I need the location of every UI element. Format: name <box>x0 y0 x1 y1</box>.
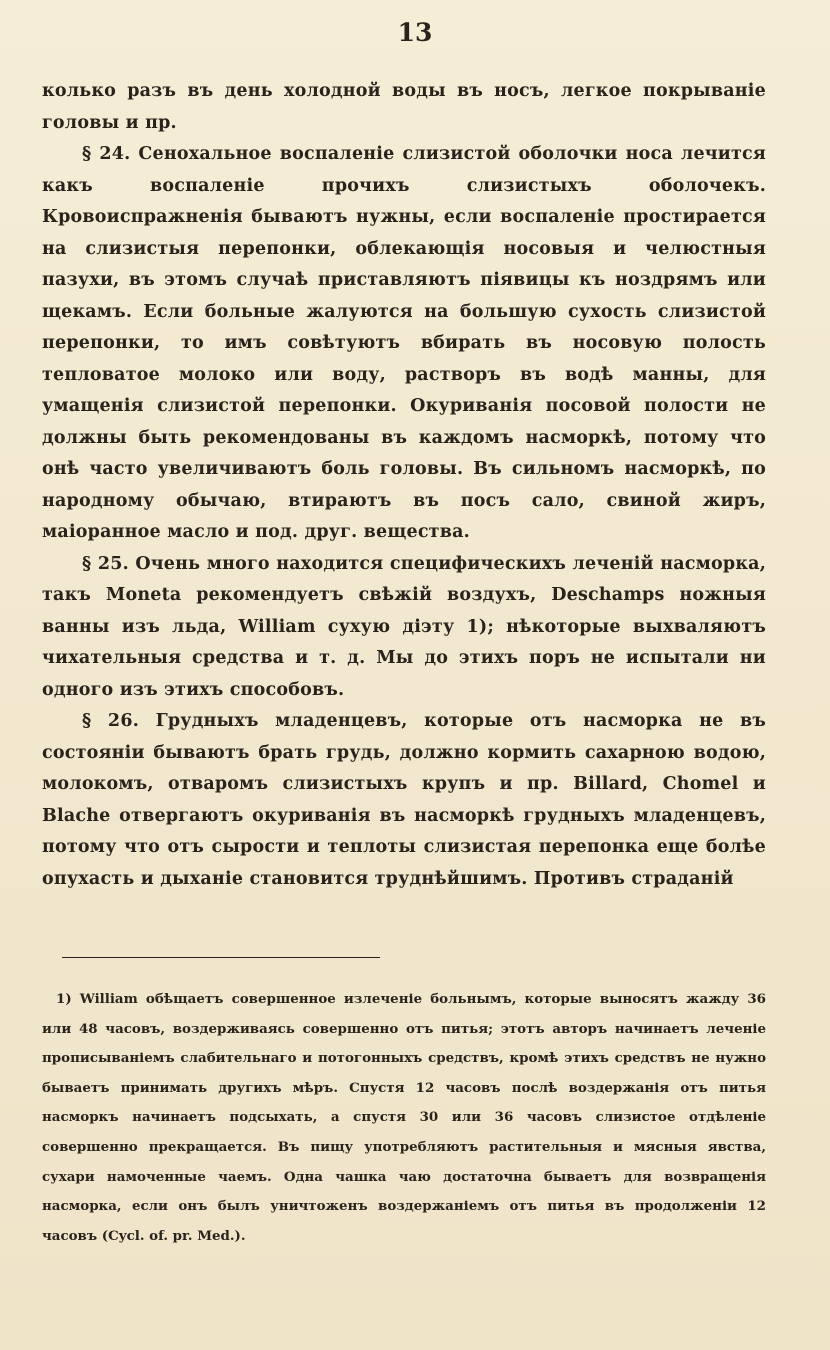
paragraph-section-26: § 26. Грудныхъ младенцевъ, которые отъ насморка не въ состояніи бываютъ брать грудь, должно кормить сахарною водою, молокомъ, отваромъ слизистыхъ крупъ и пр. Billard, Chomel и Blache отвергаютъ окуриванія въ насморкѣ грудныхъ младенцевъ, потому что отъ сырости и теплоты слизистая перепонка еще болѣе опухасть и дыханіе становится труднѣйшимъ. Противъ страданій <box>42 711 766 889</box>
footnote <box>42 985 766 1251</box>
paragraph-section-25: § 25. Очень много находится специфическихъ леченій насморка, такъ Moneta рекомендуетъ свѣжій воздухъ, Deschamps ножныя ванны изъ льда, William сухую діэту 1); нѣкоторые выхваляютъ чихательныя средства и т. д. Мы до этихъ поръ не испытали ни одного изъ этихъ способовъ. <box>42 553 766 700</box>
footnote-text: 1) William обѣщаетъ совершенное излеченіе больнымъ, которые выносятъ жажду 36 или 48 часовъ, воздерживаясь совершенно отъ питья; этотъ авторъ начинаетъ леченіе прописываніемъ слабительнаго и потогонныхъ средствъ, кромѣ этихъ средствъ не нужно бываетъ принимать другихъ мѣръ. Спустя 12 часовъ послѣ воздержанія отъ питья насморкъ начинаетъ подсыхать, а спустя 30 или 36 часовъ слизистое отдѣленіе совершенно прекращается. Въ пищу употребляютъ растительныя и мясныя явства, сухари намоченные чаемъ. Одна чашка чаю достаточна бываетъ для возвращенія насморка, если онъ былъ уничтоженъ воздержаніемъ отъ питья въ продолженіи 12 часовъ (Cycl. of. pr. Med.). <box>42 991 766 1244</box>
paragraph-continuation: колько разъ въ день холодной воды въ носъ, легкое покрываніе головы и пр. <box>42 81 766 133</box>
main-text <box>42 76 766 895</box>
footnote-divider <box>62 957 380 958</box>
paragraph-section-24: § 24. Сенохальное воспаленіе слизистой оболочки носа лечится какъ воспаленіе прочихъ слизистыхъ оболочекъ. Кровоиспражненія бываютъ нужны, если воспаленіе простирается на слизистыя перепонки, облекающія носовыя и челюстныя пазухи, въ этомъ случаѣ приставляютъ піявицы къ ноздрямъ или щекамъ. Если больные жалуются на большую сухость слизистой перепонки, то имъ совѣтуютъ вбирать въ носовую полость тепловатое молоко или воду, растворъ въ водѣ манны, для умащенія слизистой перепонки. Окуриванія посовой полости не должны быть рекомендованы въ каждомъ насморкѣ, потому что онѣ часто увеличиваютъ боль головы. Въ сильномъ насморкѣ, по народному обычаю, втираютъ въ посъ сало, свиной жиръ, маіоранное масло и под. друг. вещества. <box>42 144 766 542</box>
page-number: 13 <box>397 18 433 47</box>
